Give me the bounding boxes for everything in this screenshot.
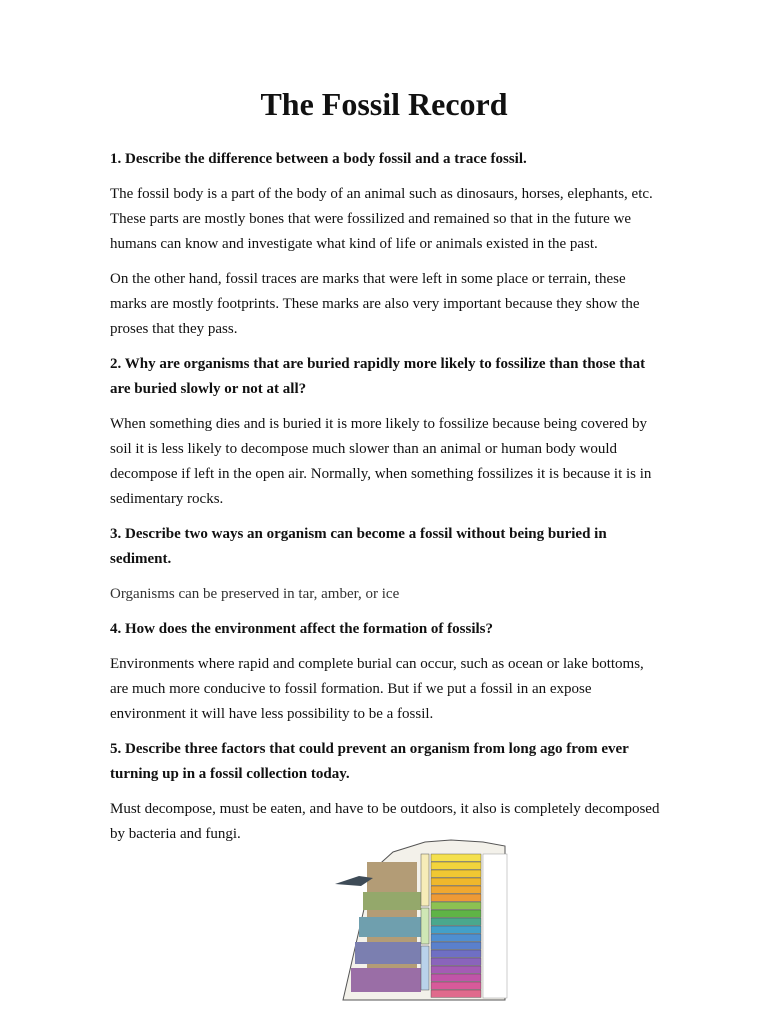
answer-4: Environments where rapid and complete burial can occur, such as ocean or lake bottoms, are much more conducive to fossil formation. But if we put a fossil in an expose environment it will have less possibility to be a fossil.	[110, 656, 644, 722]
answer-1a: The fossil body is a part of the body of an animal such as dinosaurs, horses, elephants, etc. These parts are mostly bones that were fossilized and remained so that in the future we humans can know and investigate what kind of life or animals existed in the past.	[110, 186, 653, 252]
period-band-proterozoic	[431, 982, 481, 989]
period-band-triassic	[431, 918, 481, 925]
period-band-ordovician	[431, 966, 481, 973]
era-label-cenozoic	[421, 854, 429, 906]
period-band-devonian	[431, 950, 481, 957]
question-5: 5. Describe three factors that could prevent an organism from long ago from ever turning up in a fossil collection today.	[110, 741, 629, 782]
page-title: The Fossil Record	[260, 86, 508, 122]
era-label-mesozoic	[421, 908, 429, 944]
question-1: 1. Describe the difference between a body fossil and a trace fossil.	[110, 151, 527, 167]
period-band-silurian	[431, 958, 481, 965]
period-band-pleistocene	[431, 854, 481, 861]
answer-3: Organisms can be preserved in tar, amber, or ice	[110, 586, 400, 602]
question-2: 2. Why are organisms that are buried rapidly more likely to fossilize than those that are buried slowly or not at all?	[110, 356, 646, 397]
period-band-permian	[431, 926, 481, 933]
period-band-eocene	[431, 886, 481, 893]
answer-2: When something dies and is buried it is more likely to fossilize because being covered by soil it is less likely to decompose much slower than an animal or human body would decompose if left in the open air. Normally, when something fossilizes it is because it is in sedimentary rocks.	[110, 416, 652, 507]
period-band-archean	[431, 990, 481, 997]
period-band-cambrian	[431, 974, 481, 981]
period-band-cretaceous	[431, 902, 481, 909]
era-label-paleozoic	[421, 946, 429, 990]
answer-1b: On the other hand, fossil traces are marks that were left in some place or terrain, these marks are mostly footprints. These marks are also very important because they show the proses that they pass.	[110, 271, 640, 337]
geologic-time-scale-illustration	[333, 832, 513, 1004]
period-band-jurassic	[431, 910, 481, 917]
question-3: 3. Describe two ways an organism can become a fossil without being buried in sediment.	[110, 526, 607, 567]
period-band-pliocene	[431, 862, 481, 869]
question-4: 4. How does the environment affect the formation of fossils?	[110, 621, 494, 637]
period-band-mississippian	[431, 942, 481, 949]
age-column	[483, 854, 507, 998]
period-band-paleocene	[431, 894, 481, 901]
period-band-miocene	[431, 870, 481, 877]
period-band-pennsylvanian	[431, 934, 481, 941]
period-band-oligocene	[431, 878, 481, 885]
answer-5: Must decompose, must be eaten, and have to be outdoors, it also is completely decomposed by bacteria and fungi.	[110, 801, 660, 842]
